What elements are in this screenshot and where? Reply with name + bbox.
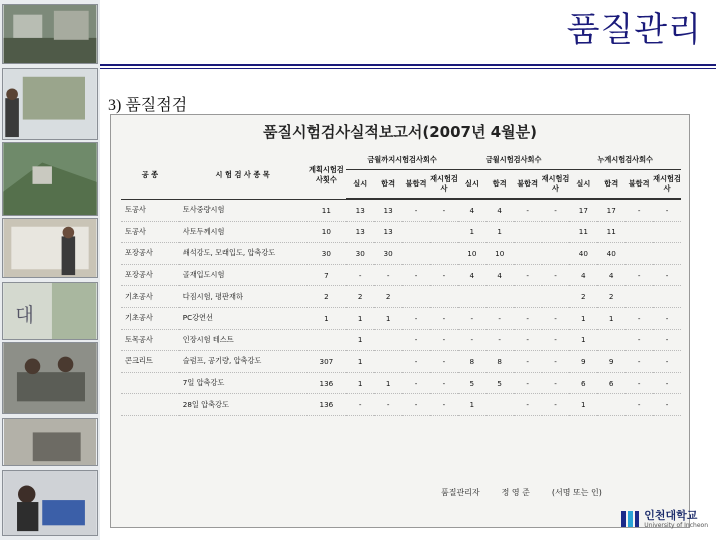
table-cell <box>430 243 458 265</box>
site-photo-1 <box>2 4 98 64</box>
subheader-0-2: 불합격 <box>402 170 430 200</box>
table-cell: 4 <box>469 270 475 280</box>
table-cell: - <box>637 378 641 388</box>
table-cell: 307 <box>319 356 334 366</box>
signature-note: (서명 또는 인) <box>551 488 602 497</box>
table-cell: 1 <box>581 313 586 323</box>
header-group-total: 누계시험검사회수 <box>569 151 681 170</box>
table-cell: - <box>358 270 362 280</box>
table-cell <box>514 243 542 265</box>
site-photo-4 <box>2 218 98 278</box>
table-cell: - <box>442 400 446 410</box>
table-cell <box>486 286 514 308</box>
table-cell: 7 <box>324 270 329 280</box>
table-cell: 2 <box>608 292 614 302</box>
university-name-en: University of Incheon <box>644 521 708 529</box>
table-cell <box>653 221 681 243</box>
table-cell: - <box>637 356 641 366</box>
subheader-0-0: 실시 <box>346 170 374 200</box>
table-cell: 30 <box>321 248 331 258</box>
table-cell: 콘크리트 <box>125 356 153 366</box>
table-cell: 사토두께시험 <box>182 226 225 236</box>
table-cell: - <box>442 356 446 366</box>
table-cell: - <box>526 335 529 345</box>
table-cell: 1 <box>608 313 614 323</box>
table-cell: 40 <box>606 248 616 258</box>
table-cell: - <box>414 335 418 345</box>
table-cell: 쇄석강도, 모래입도, 압축강도 <box>182 248 276 258</box>
table-cell: - <box>470 335 474 345</box>
table-cell: 1 <box>581 335 586 345</box>
table-cell: - <box>386 270 390 280</box>
table-cell: - <box>637 270 641 280</box>
table-cell: 1 <box>357 378 363 388</box>
table-cell: 포장공사 <box>125 248 153 258</box>
table-cell <box>430 286 458 308</box>
site-photo-8 <box>2 470 98 536</box>
site-photo-7 <box>2 418 98 466</box>
table-cell: - <box>498 335 501 345</box>
subheader-1-0: 실시 <box>458 170 486 200</box>
table-cell: 2 <box>385 292 391 302</box>
table-cell: 1 <box>385 378 391 388</box>
table-cell <box>121 394 179 416</box>
subheader-0-1: 합격 <box>374 170 402 200</box>
table-cell: - <box>554 356 557 366</box>
table-cell: - <box>665 270 669 280</box>
table-row <box>121 329 681 351</box>
table-cell: - <box>665 400 669 410</box>
table-cell: - <box>554 313 557 323</box>
table-cell: 2 <box>324 292 329 302</box>
table-cell <box>374 329 402 351</box>
subheader-1-1: 합격 <box>486 170 514 200</box>
table-cell: 1 <box>324 313 329 323</box>
table-cell <box>486 394 514 416</box>
table-cell: 7일 압축강도 <box>182 378 225 388</box>
table-cell <box>597 394 625 416</box>
table-row <box>121 199 681 221</box>
title-divider-thin <box>100 68 716 69</box>
subheader-2-1: 합격 <box>597 170 625 200</box>
table-cell: - <box>526 400 529 410</box>
table-cell: 4 <box>497 270 502 280</box>
table-cell <box>374 351 402 373</box>
table-cell: 1 <box>357 356 363 366</box>
table-cell <box>653 286 681 308</box>
table-cell <box>625 286 653 308</box>
table-cell <box>597 329 625 351</box>
table-cell <box>625 221 653 243</box>
section-subtitle: 3) 품질점검 <box>108 97 188 114</box>
site-photo-6 <box>2 342 98 414</box>
table-cell: 골재입도시험 <box>182 270 225 280</box>
table-cell: 11 <box>578 227 588 237</box>
table-cell: - <box>665 335 669 345</box>
table-cell: 6 <box>581 378 586 388</box>
university-logo <box>620 508 708 530</box>
table-cell <box>430 221 458 243</box>
table-cell: 토사중량시험 <box>182 205 225 215</box>
table-cell: 1 <box>357 313 363 323</box>
university-name: 인천대학교 <box>644 508 698 522</box>
table-cell: 토공사 <box>125 205 146 215</box>
table-cell: 9 <box>581 356 586 366</box>
table-cell: - <box>637 313 641 323</box>
table-cell: 10 <box>321 227 331 237</box>
table-row <box>121 221 681 243</box>
table-cell: 기초공사 <box>125 291 153 301</box>
table-cell: - <box>665 205 669 215</box>
table-cell: 28일 압축강도 <box>182 399 229 409</box>
subheader-1-2: 불합격 <box>514 170 542 200</box>
table-cell: - <box>554 335 557 345</box>
table-cell: 다짐시험, 평판재하 <box>182 291 243 301</box>
table-cell <box>514 221 542 243</box>
signature-role: 품질관리자 <box>441 488 480 497</box>
table-cell: 4 <box>469 205 475 215</box>
table-cell: - <box>414 400 418 410</box>
table-cell: - <box>526 378 529 388</box>
table-cell: 1 <box>581 400 586 410</box>
table-cell: - <box>414 378 418 388</box>
table-row <box>121 394 681 416</box>
table-cell <box>542 221 570 243</box>
table-cell: - <box>414 313 418 323</box>
photo-strip <box>0 0 100 540</box>
table-cell: - <box>637 205 641 215</box>
table-row <box>121 264 681 286</box>
subheader-2-0: 실시 <box>569 170 597 200</box>
table-cell: - <box>442 335 446 345</box>
table-cell <box>402 221 430 243</box>
report-title: 품질시험검사실적보고서(2007년 4월분) <box>263 123 537 141</box>
table-cell <box>121 372 179 394</box>
table-cell: - <box>637 400 641 410</box>
table-cell: 10 <box>495 248 505 258</box>
table-cell <box>514 286 542 308</box>
table-cell: - <box>554 400 557 410</box>
svg-text:대: 대 <box>15 303 34 327</box>
table-cell: 1 <box>497 227 502 237</box>
table-cell: - <box>442 270 446 280</box>
table-cell <box>653 243 681 265</box>
site-photo-2 <box>2 68 98 140</box>
table-cell: 136 <box>319 378 334 388</box>
table-cell <box>402 286 430 308</box>
table-cell: 1 <box>357 335 363 345</box>
table-cell: 11 <box>606 227 616 237</box>
table-cell <box>307 329 347 351</box>
table-cell: 11 <box>321 205 331 215</box>
subheader-2-2: 불합격 <box>625 170 653 200</box>
table-cell: 1 <box>469 400 475 410</box>
table-cell: - <box>554 378 557 388</box>
table-cell: 1 <box>385 313 391 323</box>
site-photo-3 <box>2 142 98 216</box>
header-group-this: 금월시험검사회수 <box>458 151 570 170</box>
table-cell: - <box>526 356 529 366</box>
table-cell: 기초공사 <box>125 313 153 323</box>
table-cell: 5 <box>497 378 502 388</box>
table-cell: PC강연선 <box>182 313 213 323</box>
table-cell: 13 <box>383 227 393 237</box>
table-cell <box>542 286 570 308</box>
table-row <box>121 351 681 373</box>
table-cell: - <box>442 205 446 215</box>
table-cell: 8 <box>469 356 475 366</box>
table-cell: 8 <box>497 356 502 366</box>
table-cell: 4 <box>581 270 586 280</box>
table-cell: - <box>414 205 418 215</box>
table-cell: 1 <box>469 227 475 237</box>
header-item: 시 험 검 사 종 목 <box>179 151 307 199</box>
table-cell: 포장공사 <box>125 270 153 280</box>
table-cell: 17 <box>606 205 616 215</box>
subheader-1-3: 재시험검사 <box>542 170 570 200</box>
table-row <box>121 372 681 394</box>
table-cell: - <box>526 313 529 323</box>
table-cell <box>542 243 570 265</box>
signature-line <box>441 487 602 498</box>
table-cell: - <box>470 313 474 323</box>
table-cell: 6 <box>608 378 614 388</box>
signature-name: 정 영 준 <box>501 488 530 497</box>
table-cell: 9 <box>608 356 614 366</box>
table-row <box>121 286 681 308</box>
subheader-2-3: 재시험검사 <box>653 170 681 200</box>
table-cell: 30 <box>383 248 393 258</box>
table-cell: - <box>665 356 669 366</box>
table-cell <box>625 243 653 265</box>
site-photo-5 <box>2 282 98 340</box>
table-cell: - <box>414 270 418 280</box>
table-cell: 40 <box>578 248 588 258</box>
table-cell: 17 <box>578 205 588 215</box>
title-divider <box>100 64 716 66</box>
subheader-0-3: 재시험검사 <box>430 170 458 200</box>
table-cell: - <box>386 400 390 410</box>
table-cell: - <box>554 270 557 280</box>
table-cell: - <box>358 400 362 410</box>
table-cell: 4 <box>608 270 614 280</box>
table-cell: 토목공사 <box>125 334 153 344</box>
table-cell: - <box>665 313 669 323</box>
quality-report-document <box>110 114 690 528</box>
table-cell: 136 <box>319 400 334 410</box>
table-cell: 10 <box>467 248 477 258</box>
slide-title: 품질관리 <box>566 10 702 50</box>
header-type: 공 종 <box>121 151 179 199</box>
table-cell: - <box>442 378 446 388</box>
table-cell: 슬럼프, 공기량, 압축강도 <box>182 356 262 366</box>
table-cell: - <box>554 205 557 215</box>
table-cell: 13 <box>383 205 393 215</box>
table-cell: - <box>526 270 529 280</box>
table-cell: 4 <box>497 205 502 215</box>
table-row <box>121 307 681 329</box>
header-group-monthly: 금월까지시험검사회수 <box>346 151 458 170</box>
table-cell: 2 <box>357 292 363 302</box>
table-cell: 토공사 <box>125 226 146 236</box>
table-cell: 2 <box>581 292 586 302</box>
table-cell: - <box>637 335 641 345</box>
table-row <box>121 243 681 265</box>
table-cell: 13 <box>355 205 365 215</box>
table-cell <box>402 243 430 265</box>
table-cell: - <box>665 378 669 388</box>
table-cell <box>458 286 486 308</box>
table-cell: 13 <box>355 227 365 237</box>
table-cell: 5 <box>469 378 475 388</box>
table-cell: - <box>498 313 501 323</box>
university-emblem-icon <box>620 508 640 530</box>
table-cell: 인장시험 테스트 <box>182 334 234 344</box>
table-cell: - <box>442 313 446 323</box>
table-cell: 30 <box>355 248 365 258</box>
quality-test-table <box>121 151 681 416</box>
table-cell: - <box>526 205 529 215</box>
header-plan: 계획시험검사횟수 <box>307 151 347 199</box>
table-cell: - <box>414 356 418 366</box>
